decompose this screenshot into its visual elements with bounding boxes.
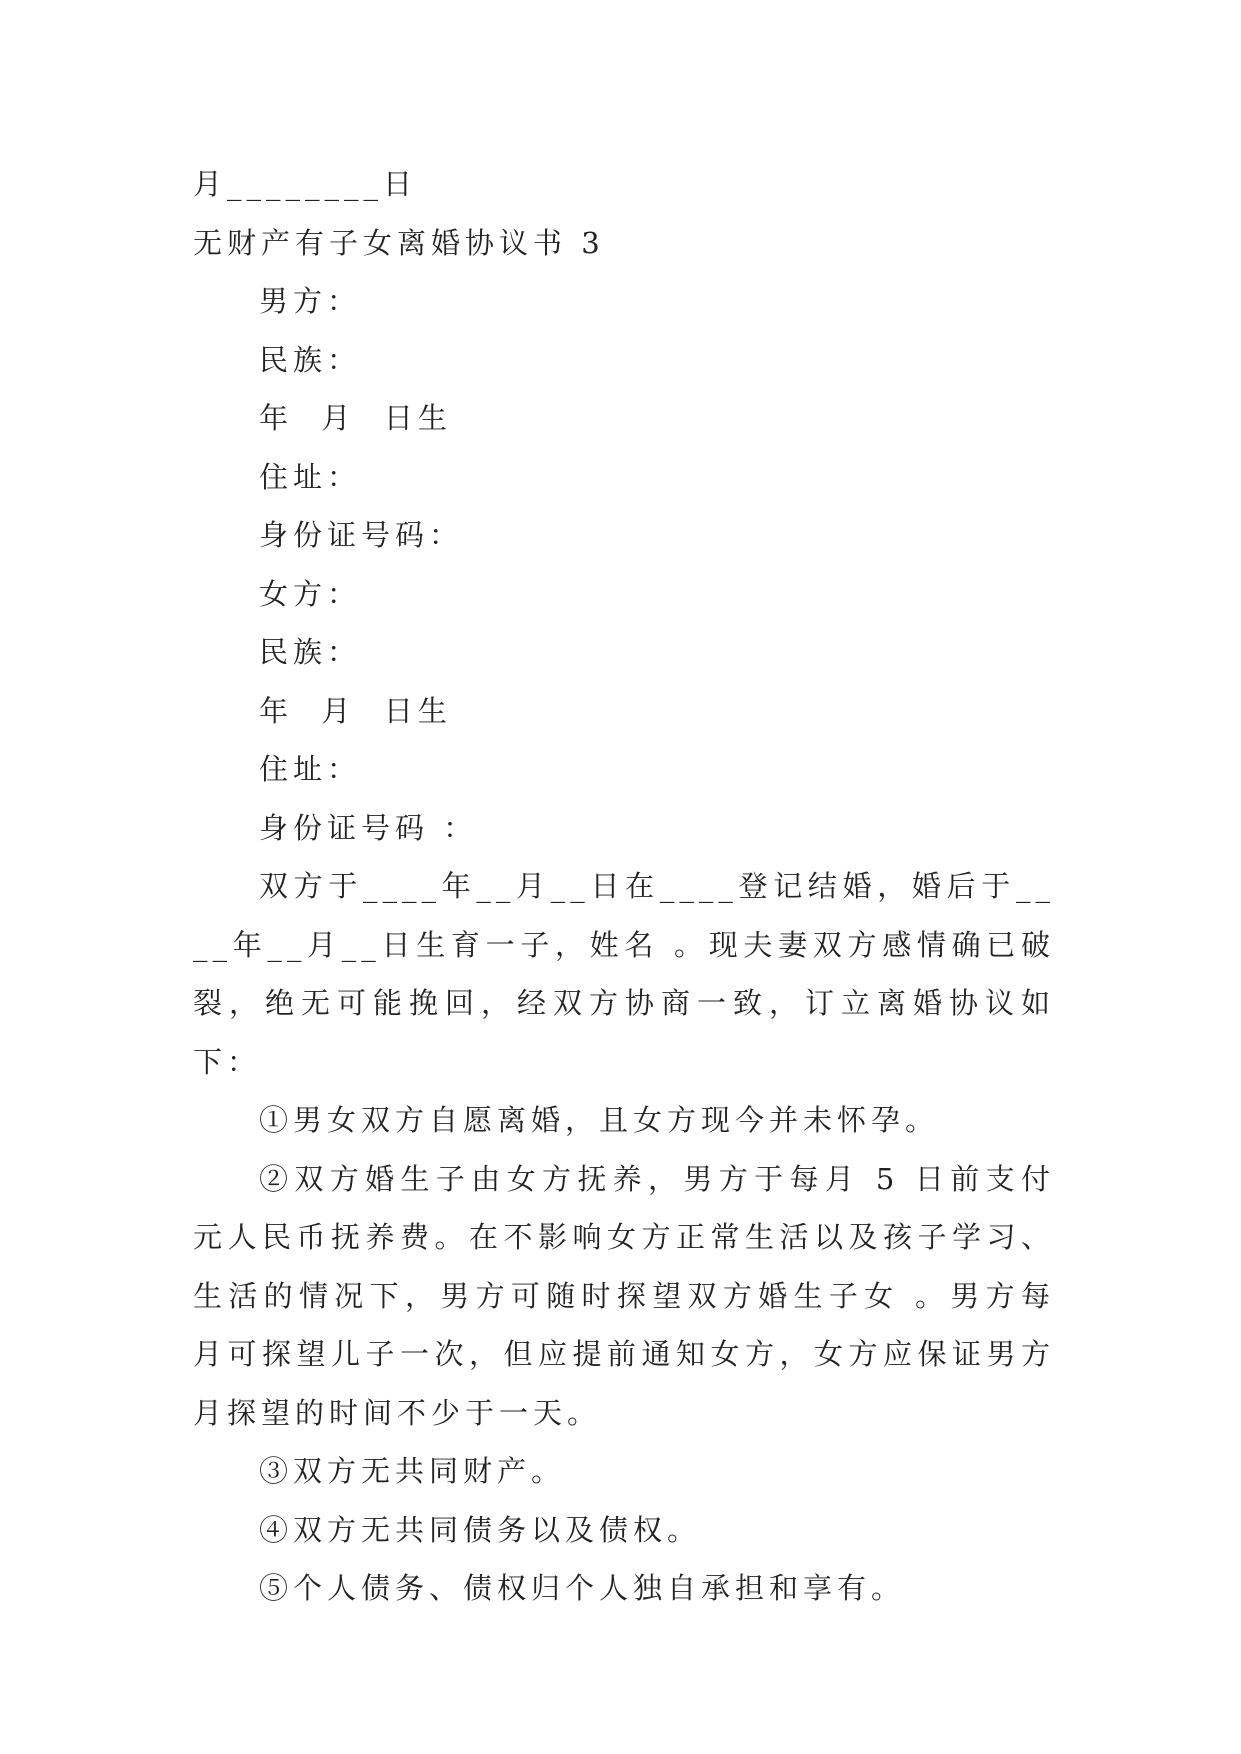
clause-2: ②双方婚生子由女方抚养，男方于每月 5 日前支付元人民币抚养费。在不影响女方正常生活以及孩子学习、生活的情况下，男方可随时探望双方婚生子女 。男方每月可探望儿子一次，但应提前通知女方，女方应保证男方月探望的时间不少于一天。 [193, 1161, 1055, 1430]
woman-birth: 年 月 日生 [259, 693, 452, 728]
clause-5: ⑤个人债务、债权归个人独自承担和享有。 [259, 1571, 906, 1605]
man-birth: 年 月 日生 [259, 401, 452, 435]
clause-3: ③双方无共同财产。 [259, 1454, 566, 1488]
man-ethnicity: 民族： [259, 342, 362, 377]
date-line: 月________日 [193, 167, 418, 201]
document-title: 无财产有子女离婚协议书 3 [193, 225, 605, 260]
man-label: 男方： [259, 284, 362, 318]
clause-1: ①男女双方自愿离婚，且女方现今并未怀孕。 [259, 1103, 940, 1137]
document-body [193, 155, 1055, 1618]
woman-label: 女方： [259, 576, 362, 611]
man-address: 住址： [259, 459, 362, 494]
intro-paragraph: 双方于____年__月__日在____登记结婚，婚后于____年__月__日生育一子，姓名 。现夫妻双方感情确已破裂，绝无可能挽回，经双方协商一致，订立离婚协议如下： [193, 869, 1055, 1079]
woman-id-number: 身份证号码 ： [259, 810, 478, 845]
woman-address: 住址： [259, 752, 362, 786]
woman-ethnicity: 民族： [259, 635, 362, 669]
clause-4: ④双方无共同债务以及债权。 [259, 1512, 702, 1547]
man-id-number: 身份证号码： [259, 518, 464, 552]
